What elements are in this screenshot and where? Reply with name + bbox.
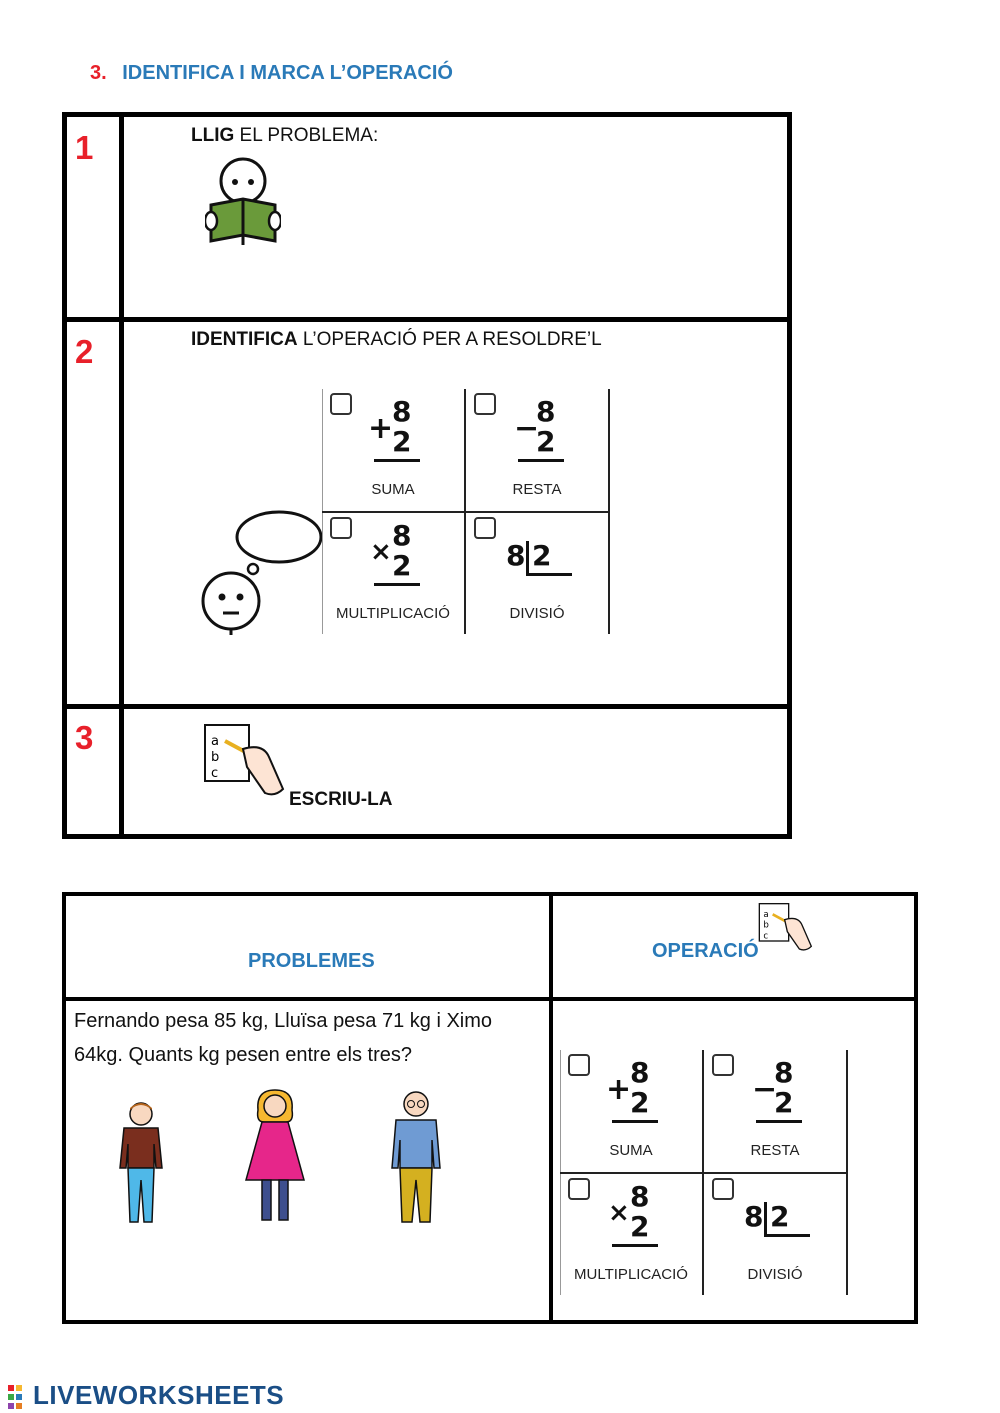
step-2-bold: IDENTIFICA xyxy=(191,329,298,350)
op-sum-top: 8 xyxy=(392,395,412,428)
op-sum-bottom: 2 xyxy=(392,425,412,458)
op2-sub-bottom: 2 xyxy=(774,1086,794,1119)
op2-sub-label: RESTA xyxy=(750,1142,800,1159)
op2-sum-bottom: 2 xyxy=(630,1086,650,1119)
op2-mul-label: MULTIPLICACIÓ xyxy=(574,1266,688,1283)
problems-table xyxy=(62,892,918,1324)
operation-grid-2 xyxy=(560,1050,850,1295)
op2-sum-top: 8 xyxy=(630,1056,650,1089)
step-2-number: 2 xyxy=(75,333,94,370)
op-sub-label: RESTA xyxy=(512,481,562,498)
op-sum-checkbox[interactable] xyxy=(330,393,352,415)
svg-text:b: b xyxy=(211,750,220,765)
steps-row-divider xyxy=(67,317,787,322)
writing-hand-small-icon xyxy=(758,900,814,954)
op-sum-sign: + xyxy=(368,411,394,446)
op2-sub-top: 8 xyxy=(774,1056,794,1089)
steps-table xyxy=(62,112,792,839)
footer-brand: LIVEWORKSHEETS xyxy=(33,1380,285,1410)
boy-figure-icon xyxy=(114,1100,168,1226)
op-mul-checkbox[interactable] xyxy=(330,517,352,539)
op2-sub-cell xyxy=(704,1050,846,1172)
section-title-text: IDENTIFICA I MARCA L’OPERACIÓ xyxy=(122,62,453,84)
step-3-number: 3 xyxy=(75,719,94,756)
op2-div-checkbox[interactable] xyxy=(712,1178,734,1200)
problems-header: PROBLEMES xyxy=(248,950,375,972)
op2-sum-line xyxy=(612,1120,658,1123)
section-title xyxy=(90,62,453,85)
problem-text: Fernando pesa 85 kg, Lluïsa pesa 71 kg i Ximo 64kg. Quants kg pesen entre els tres? xyxy=(74,1010,493,1066)
girl-figure-icon xyxy=(242,1088,308,1226)
op2-div-cell xyxy=(704,1174,846,1296)
svg-text:c: c xyxy=(211,766,219,781)
op-div-dividend: 8 xyxy=(506,539,526,572)
op-sub-sign: − xyxy=(514,411,540,446)
section-number: 3. xyxy=(90,62,107,84)
svg-text:a: a xyxy=(211,734,219,749)
op2-mul-bottom: 2 xyxy=(630,1210,650,1243)
op2-sum-cell xyxy=(560,1050,702,1172)
op-div-bracket xyxy=(526,541,529,575)
op2-div-line xyxy=(764,1234,810,1237)
problems-row-divider xyxy=(66,997,914,1001)
op2-div-dividend: 8 xyxy=(744,1200,764,1233)
op-mul-bottom: 2 xyxy=(392,549,412,582)
step-1-number: 1 xyxy=(75,129,94,166)
op-sub-checkbox[interactable] xyxy=(474,393,496,415)
liveworksheets-footer[interactable] xyxy=(8,1380,284,1411)
op-div-label: DIVISIÓ xyxy=(509,605,565,622)
op2-mul-top: 8 xyxy=(630,1180,650,1213)
op-div-checkbox[interactable] xyxy=(474,517,496,539)
step-3-text: ESCRIU-LA xyxy=(289,789,393,810)
op2-mul-cell xyxy=(560,1174,702,1296)
steps-row-divider xyxy=(67,704,787,709)
svg-text:c: c xyxy=(763,931,769,942)
step-2-rest: L’OPERACIÓ PER A RESOLDRE’L xyxy=(297,329,602,350)
op-mul-label: MULTIPLICACIÓ xyxy=(336,605,450,622)
op-div-cell xyxy=(466,513,608,635)
operation-header: OPERACIÓ xyxy=(652,940,759,962)
op-mul-line xyxy=(374,583,420,586)
step-1-text xyxy=(191,125,378,147)
op2-sub-sign: − xyxy=(752,1072,778,1107)
op-mul-cell xyxy=(322,513,464,635)
step-1-bold: LLIG xyxy=(191,125,235,146)
grandfather-figure-icon xyxy=(390,1088,442,1226)
op-sub-top: 8 xyxy=(536,395,556,428)
op2-mul-sign: × xyxy=(608,1198,630,1228)
steps-column-divider xyxy=(119,117,124,834)
svg-text:a: a xyxy=(763,910,769,920)
op2-div-bracket xyxy=(764,1202,767,1236)
op-sum-cell xyxy=(322,389,464,511)
op-div-divisor: 2 xyxy=(532,539,552,572)
reading-person-icon xyxy=(205,155,281,247)
writing-hand-icon xyxy=(203,723,287,797)
op-sub-cell xyxy=(466,389,608,511)
op-sub-line xyxy=(518,459,564,462)
liveworksheets-logo-icon xyxy=(8,1385,30,1409)
op2-sum-sign: + xyxy=(606,1072,632,1107)
op2-div-divisor: 2 xyxy=(770,1200,790,1233)
op-sum-line xyxy=(374,459,420,462)
op-sum-label: SUMA xyxy=(371,481,415,498)
op-div-line xyxy=(526,573,572,576)
op-mul-sign: × xyxy=(370,537,392,567)
thinking-face-icon xyxy=(199,509,323,635)
op-sub-bottom: 2 xyxy=(536,425,556,458)
op2-sum-label: SUMA xyxy=(609,1142,653,1159)
op2-mul-checkbox[interactable] xyxy=(568,1178,590,1200)
svg-text:b: b xyxy=(763,920,769,931)
op-mul-top: 8 xyxy=(392,519,412,552)
op2-sub-line xyxy=(756,1120,802,1123)
op2-sub-checkbox[interactable] xyxy=(712,1054,734,1076)
op2-sum-checkbox[interactable] xyxy=(568,1054,590,1076)
step-2-text xyxy=(191,329,602,351)
op2-mul-line xyxy=(612,1244,658,1247)
op2-div-label: DIVISIÓ xyxy=(747,1266,803,1283)
step-1-rest: EL PROBLEMA: xyxy=(234,125,379,146)
problems-column-divider xyxy=(549,896,553,1320)
operation-grid-1 xyxy=(322,389,612,634)
